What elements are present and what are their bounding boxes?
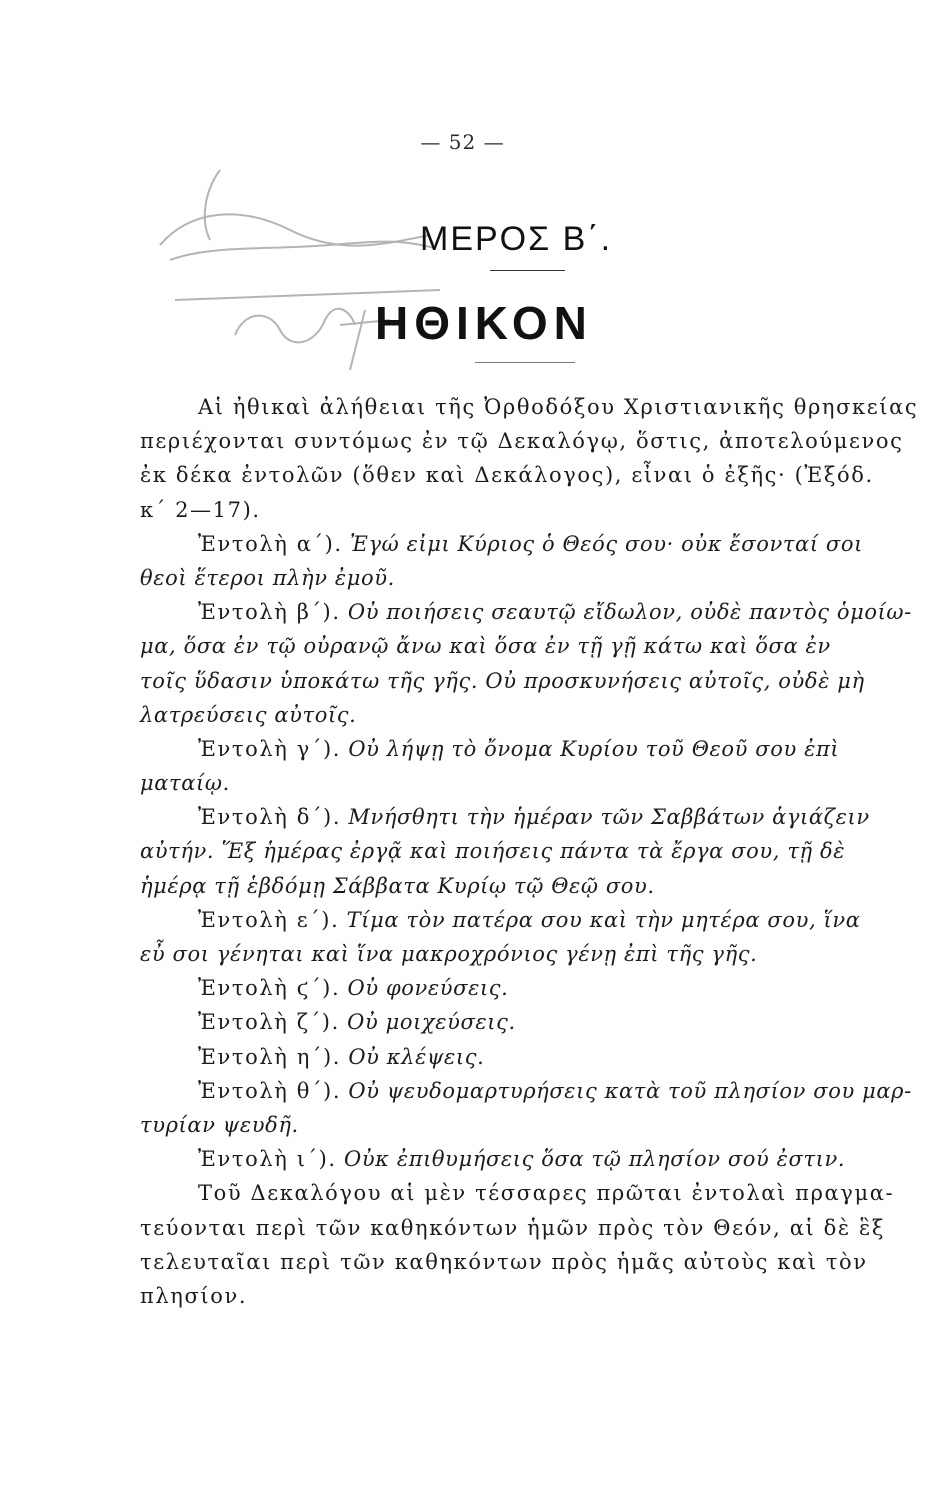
- part-title: ΜΕΡΟΣ Β΄.: [420, 220, 613, 258]
- text-line: περιέχονται συντόμως ἐν τῷ Δεκαλόγῳ, ὅστις, ἀποτελούμενος: [140, 429, 904, 454]
- handwritten-annotation: [150, 150, 440, 390]
- text-line: τελευταῖαι περὶ τῶν καθηκόντων πρὸς ἡμᾶς αὐτοὺς καὶ τὸν: [140, 1249, 868, 1274]
- text-line: αὐτήν. Ἕξ ἡμέρας ἐργᾷ καὶ ποιήσεις πάντα τὰ ἔργα σου, τῇ δὲ: [140, 839, 846, 864]
- handwriting-scribble-icon: [150, 150, 440, 390]
- commandment-4: Ἐντολὴ δ΄). Μνήσθητι τὴν ἡμέραν τῶν Σαββάτων ἁγιάζειν: [198, 805, 870, 830]
- commandment-2: Ἐντολὴ β΄). Οὐ ποιήσεις σεαυτῷ εἴδωλον, οὐδὲ παντὸς ὁμοίω-: [198, 600, 912, 625]
- text-line: μα, ὅσα ἐν τῷ οὐρανῷ ἄνω καὶ ὅσα ἐν τῇ γῇ κάτω καὶ ὅσα ἐν: [140, 634, 831, 659]
- text-line: λατρεύσεις αὐτοῖς.: [140, 702, 357, 727]
- page-number: — 52 —: [420, 130, 505, 154]
- text-line: εὖ σοι γένηται καὶ ἵνα μακροχρόνιος γένῃ ἐπὶ τῆς γῆς.: [140, 942, 758, 966]
- commandment-8: Ἐντολὴ η΄). Οὐ κλέψεις.: [198, 1044, 485, 1069]
- commandment-10: Ἐντολὴ ι΄). Οὐκ ἐπιθυμήσεις ὅσα τῷ πλησίον σού ἐστιν.: [198, 1147, 846, 1172]
- text-line: πλησίον.: [140, 1283, 248, 1308]
- text-line: κ΄ 2—17).: [140, 497, 261, 522]
- section-divider: [475, 362, 575, 363]
- section-title: ΗΘΙΚΟΝ: [375, 297, 593, 349]
- commandment-5: Ἐντολὴ ε΄). Τίμα τὸν πατέρα σου καὶ τὴν μητέρα σου, ἵνα: [198, 907, 861, 932]
- commandment-1: Ἐντολὴ α΄). Ἐγώ εἰμι Κύριος ὁ Θεός σου· οὐκ ἔσονταί σοι: [198, 531, 863, 556]
- commandment-7: Ἐντολὴ ζ΄). Οὐ μοιχεύσεις.: [198, 1010, 516, 1035]
- text-line: ματαίῳ.: [140, 771, 230, 796]
- text-line: τεύονται περὶ τῶν καθηκόντων ἡμῶν πρὸς τὸν Θεόν, αἱ δὲ ἓξ: [140, 1215, 886, 1240]
- text-line: θεοὶ ἕτεροι πλὴν ἐμοῦ.: [140, 565, 395, 590]
- text-line: τοῖς ὕδασιν ὑποκάτω τῆς γῆς. Οὐ προσκυνήσεις αὐτοῖς, οὐδὲ μὴ: [140, 668, 865, 693]
- commandment-3: Ἐντολὴ γ΄). Οὐ λήψῃ τὸ ὄνομα Κυρίου τοῦ Θεοῦ σου ἐπὶ: [198, 736, 840, 761]
- text-line: Αἱ ἠθικαὶ ἀλήθειαι τῆς Ὀρθοδόξου Χριστιανικῆς θρησκείας: [198, 395, 919, 419]
- text-line: ἡμέρᾳ τῇ ἑβδόμῃ Σάββατα Κυρίῳ τῷ Θεῷ σου.: [140, 873, 655, 898]
- commandment-6: Ἐντολὴ ϛ΄). Οὐ φονεύσεις.: [198, 976, 509, 1001]
- commandment-9: Ἐντολὴ θ΄). Οὐ ψευδομαρτυρήσεις κατὰ τοῦ πλησίον σου μαρ-: [198, 1078, 912, 1103]
- text-line: ἐκ δέκα ἐντολῶν (ὅθεν καὶ Δεκάλογος), εἶναι ὁ ἐξῆς· (Ἐξόδ.: [140, 463, 874, 488]
- body-text: [140, 390, 919, 1313]
- text-line: τυρίαν ψευδῆ.: [140, 1112, 299, 1137]
- title-divider: [490, 270, 565, 271]
- text-line: Τοῦ Δεκαλόγου αἱ μὲν τέσσαρες πρῶται ἐντολαὶ πραγμα-: [198, 1181, 895, 1206]
